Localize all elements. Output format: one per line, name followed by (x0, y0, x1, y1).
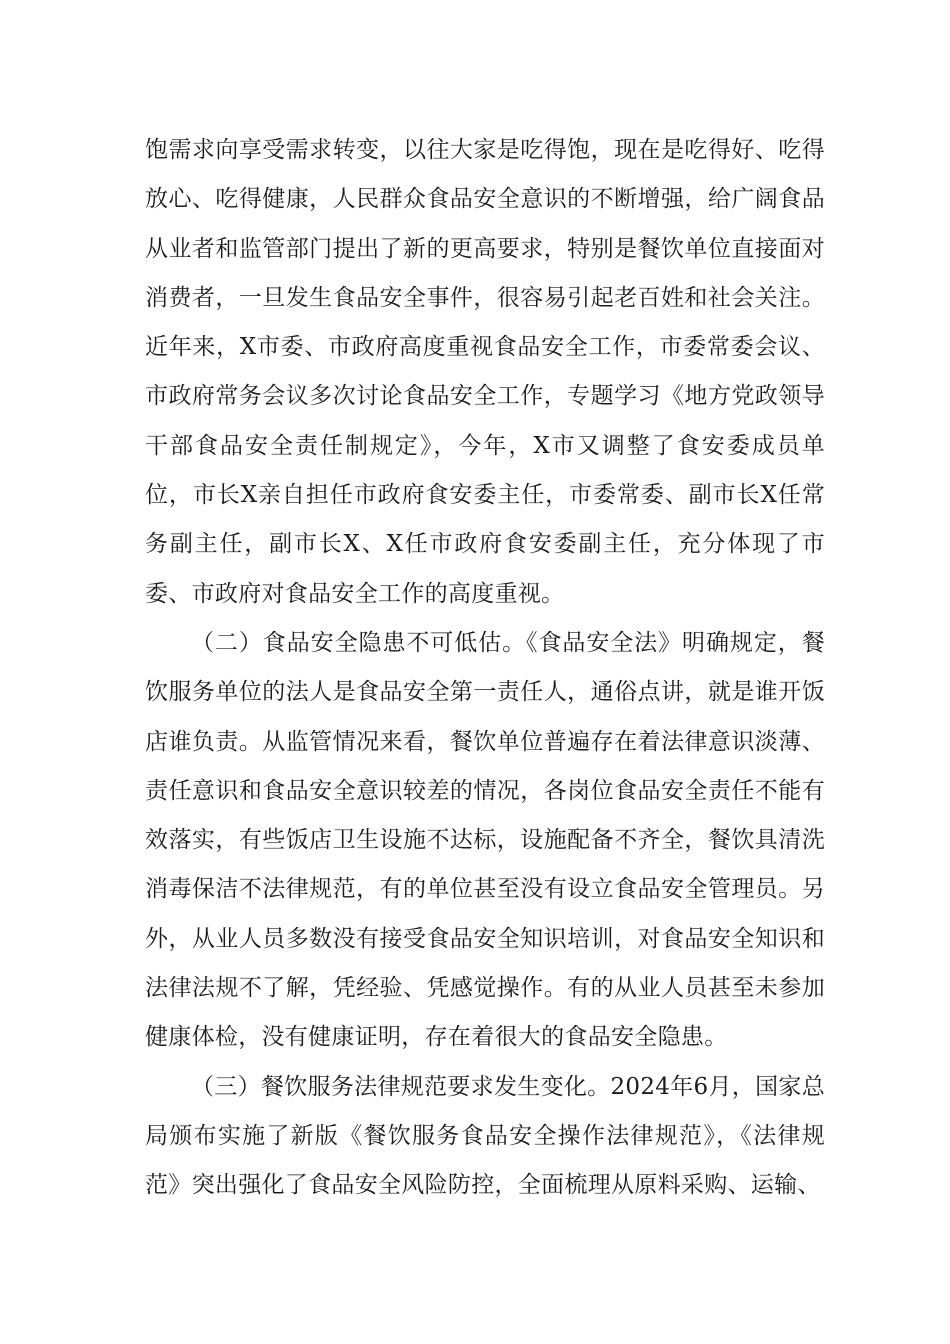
paragraph-2: （二）食品安全隐患不可低估。《食品安全法》明确规定，餐饮服务单位的法人是食品安全第一责任人，通俗点讲，就是谁开饭店谁负责。从监管情况来看，餐饮单位普遍存在着法律意识淡薄、责任意识和食品安全意识较差的情况，各岗位食品安全责任不能有效落实，有些饭店卫生设施不达标，设施配备不齐全，餐饮具清洗消毒保洁不法律规范，有的单位甚至没有设立食品安全管理员。另外，从业人员多数没有接受食品安全知识培训，对食品安全知识和法律法规不了解，凭经验、凭感觉操作。有的从业人员甚至未参加健康体检，没有健康证明，存在着很大的食品安全隐患。 (145, 629, 825, 1051)
paragraph-1: 饱需求向享受需求转变，以往大家是吃得饱，现在是吃得好、吃得放心、吃得健康，人民群众食品安全意识的不断增强，给广阔食品从业者和监管部门提出了新的更高要求，特别是餐饮单位直接面对消费者，一旦发生食品安全事件，很容易引起老百姓和社会关注。近年来，X市委、市政府高度重视食品安全工作，市委常委会议、市政府常务会议多次讨论食品安全工作，专题学习《地方党政领导干部食品安全责任制规定》，今年，X市又调整了食安委成员单位，市长X亲自担任市政府食安委主任，市委常委、副市长X任常务副主任，副市长X、X任市政府食安委副主任，充分体现了市委、市政府对食品安全工作的高度重视。 (145, 137, 825, 607)
paragraph-3: （三）餐饮服务法律规范要求发生变化。2024年6月，国家总局颁布实施了新版《餐饮服务食品安全操作法律规范》，《法律规范》突出强化了食品安全风险防控，全面梳理从原料采购、运输、 (145, 1073, 825, 1199)
document-body (145, 126, 825, 1211)
